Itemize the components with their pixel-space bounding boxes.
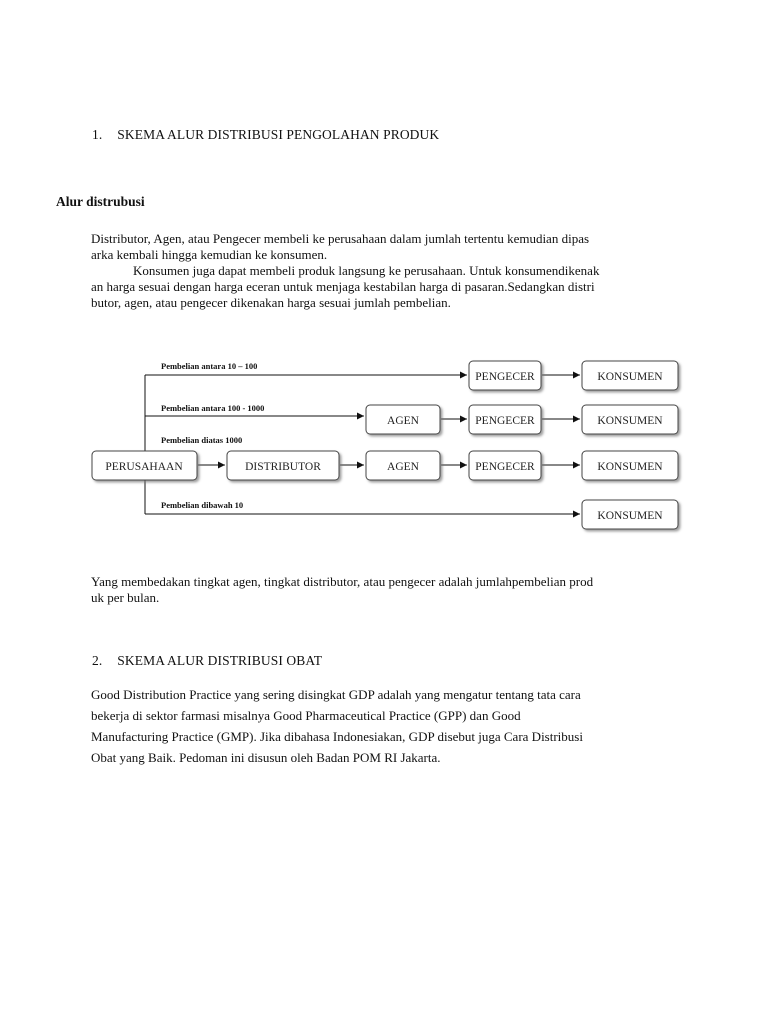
svg-text:AGEN: AGEN bbox=[387, 461, 419, 473]
intro-line-1: Distributor, Agen, atau Pengecer membeli ke perusahaan dalam jumlah tertentu kemudian dipas bbox=[91, 231, 590, 246]
svg-text:PENGECER: PENGECER bbox=[475, 415, 535, 427]
label-pembelian-dibawah-10: Pembelian dibawah 10 bbox=[161, 500, 244, 510]
svg-text:KONSUMEN: KONSUMEN bbox=[597, 510, 663, 522]
section-1-number: 1. bbox=[92, 127, 103, 142]
subheading-alur-distribusi: Alur distrubusi bbox=[56, 194, 145, 209]
node-pengecer-row2 bbox=[469, 405, 541, 434]
node-distributor bbox=[227, 451, 339, 480]
svg-text:PERUSAHAAN: PERUSAHAAN bbox=[105, 461, 183, 473]
node-pengecer-row1 bbox=[469, 361, 541, 390]
section-2-title: SKEMA ALUR DISTRIBUSI OBAT bbox=[117, 653, 323, 668]
svg-text:KONSUMEN: KONSUMEN bbox=[597, 415, 663, 427]
node-agen-row2 bbox=[366, 405, 440, 434]
note-paragraph bbox=[91, 574, 691, 606]
gdp-line-3: Manufacturing Practice (GMP). Jika dibahasa Indonesiakan, GDP disebut juga Cara Distribusi bbox=[91, 729, 583, 744]
section-2-heading bbox=[92, 653, 322, 669]
section-2-number: 2. bbox=[92, 653, 103, 668]
svg-text:KONSUMEN: KONSUMEN bbox=[597, 461, 663, 473]
label-pembelian-100-1000: Pembelian antara 100 - 1000 bbox=[161, 403, 265, 413]
section-1-heading bbox=[92, 127, 439, 143]
svg-text:PENGECER: PENGECER bbox=[475, 461, 535, 473]
node-konsumen-row2 bbox=[582, 405, 678, 434]
node-pengecer-row3 bbox=[469, 451, 541, 480]
svg-text:KONSUMEN: KONSUMEN bbox=[597, 371, 663, 383]
note-line-2: uk per bulan. bbox=[91, 590, 160, 605]
gdp-line-2: bekerja di sektor farmasi misalnya Good Pharmaceutical Practice (GPP) dan Good bbox=[91, 708, 521, 723]
svg-text:AGEN: AGEN bbox=[387, 415, 419, 427]
gdp-line-1: Good Distribution Practice yang sering disingkat GDP adalah yang mengatur tentang tata cara bbox=[91, 687, 581, 702]
node-konsumen-row1 bbox=[582, 361, 678, 390]
intro-line-3: Konsumen juga dapat membeli produk langsung ke perusahaan. Untuk konsumendikenak bbox=[133, 263, 600, 278]
note-line-1: Yang membedakan tingkat agen, tingkat distributor, atau pengecer adalah jumlahpembelian prod bbox=[91, 574, 594, 589]
gdp-paragraph bbox=[91, 684, 691, 768]
label-pembelian-10-100: Pembelian antara 10 – 100 bbox=[161, 361, 258, 371]
node-perusahaan bbox=[92, 451, 197, 480]
node-konsumen-row4 bbox=[582, 500, 678, 529]
intro-paragraph bbox=[91, 231, 691, 311]
intro-line-2: arka kembali hingga kemudian ke konsumen. bbox=[91, 247, 328, 262]
node-agen-row3 bbox=[366, 451, 440, 480]
distribution-flow-diagram bbox=[0, 350, 768, 535]
intro-line-5: butor, agen, atau pengecer dikenakan harga sesuai jumlah pembelian. bbox=[91, 295, 451, 310]
intro-line-4: an harga sesuai dengan harga eceran untuk menjaga kestabilan harga di pasaran.Sedangkan distri bbox=[91, 279, 595, 294]
svg-text:PENGECER: PENGECER bbox=[475, 371, 535, 383]
label-pembelian-diatas-1000: Pembelian diatas 1000 bbox=[161, 435, 243, 445]
section-1-title: SKEMA ALUR DISTRIBUSI PENGOLAHAN PRODUK bbox=[117, 127, 440, 142]
node-konsumen-row3 bbox=[582, 451, 678, 480]
svg-text:DISTRIBUTOR: DISTRIBUTOR bbox=[245, 461, 321, 473]
gdp-line-4: Obat yang Baik. Pedoman ini disusun oleh Badan POM RI Jakarta. bbox=[91, 750, 441, 765]
